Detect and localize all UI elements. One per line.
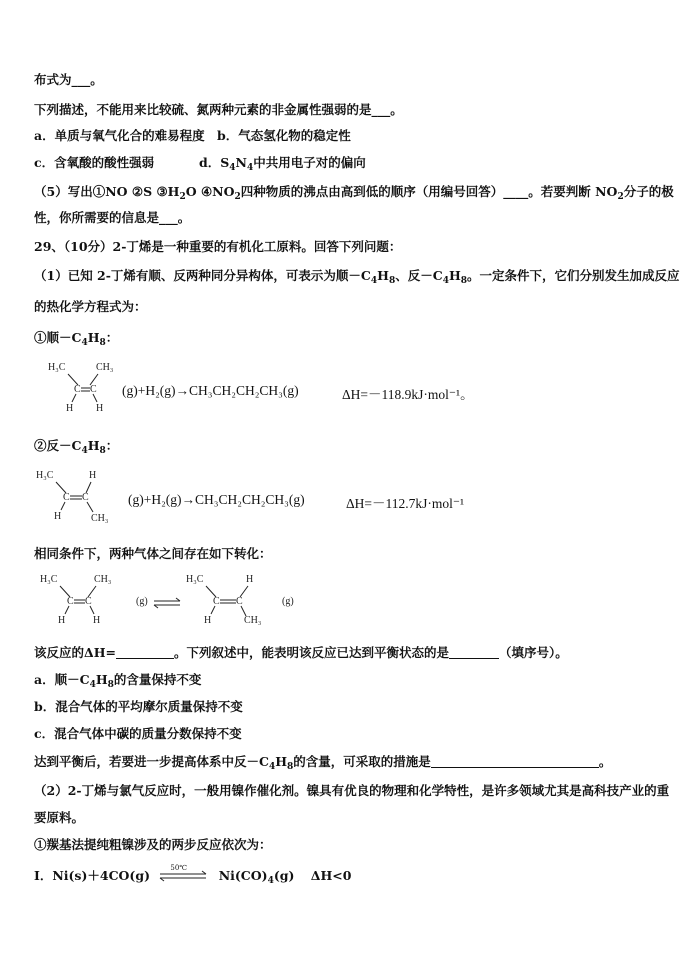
hydrogen-label: H xyxy=(54,511,62,522)
methyl-label: CH₃ xyxy=(244,615,262,626)
enthalpy-1: ΔH=－118.9kJ·mol⁻¹。 xyxy=(342,387,474,402)
equilibrium-label xyxy=(136,596,186,610)
option-line xyxy=(34,155,366,173)
equation-1: (g)+H₂(g)→CH₃CH₂CH₂CH₃(g) xyxy=(122,383,299,398)
carbon-label: C xyxy=(82,492,89,503)
methyl-label: H₃C xyxy=(40,574,58,585)
text-line: 性，你所需要的信息是___。 xyxy=(34,210,191,225)
carbon-label: C xyxy=(236,596,243,607)
methyl-label: H₃C xyxy=(48,362,66,373)
methyl-label: CH₃ xyxy=(94,574,112,585)
methyl-label: CH₃ xyxy=(96,362,114,373)
hydrogen-label: H xyxy=(89,470,97,481)
text-line: 布式为___。 xyxy=(34,72,103,87)
sub-heading-trans: ②反$-C_4H_8$： xyxy=(34,438,119,456)
reaction-condition: 50℃ xyxy=(154,868,214,884)
trans-butene-structure xyxy=(186,574,261,634)
text-line: 的热化学方程式为： xyxy=(34,299,147,314)
answer-blank[interactable] xyxy=(431,755,599,768)
hydrogen-label: H xyxy=(246,574,254,585)
text-line: （1）已知 2-丁烯有顺、反两种同分异构体，可表示为顺$-C_4H_8$、反$-C_4H_8$。一定条件下，它们分别发生加成反应 xyxy=(34,268,680,286)
option-c: c．混合气体中碳的质量分数保持不变 xyxy=(34,726,242,741)
cis-butene-structure xyxy=(40,574,110,629)
answer-blank[interactable] xyxy=(449,646,499,659)
sub-heading-cis: ①顺$-C_4H_8$： xyxy=(34,330,119,348)
equilibrium-arrow-icon xyxy=(154,868,214,884)
text-line: ①羰基法提纯粗镍涉及的两步反应依次为： xyxy=(34,837,272,852)
question-29-title: 29、（10分）2-丁烯是一种重要的有机化工原料。回答下列问题： xyxy=(34,239,402,254)
cis-butene-structure xyxy=(48,362,118,417)
option-b: b．混合气体的平均摩尔质量保持不变 xyxy=(34,699,243,714)
carbon-label: C xyxy=(74,384,81,395)
carbon-label: C xyxy=(213,596,220,607)
question-5: （5）写出①NO ②S $③H_2O$ $④NO_2$四种物质的沸点由高到低的顺序（用编号回答）____。若要判断 $NO_2$分子的极 xyxy=(34,184,674,202)
trans-butene-structure xyxy=(36,470,111,530)
equilibrium-arrow-icon xyxy=(136,596,186,610)
hydrogen-label: H xyxy=(58,615,66,626)
methyl-label: H₃C xyxy=(36,470,54,481)
hydrogen-label: H xyxy=(66,403,74,414)
hydrogen-label: H xyxy=(96,403,104,414)
equation-2: (g)+H₂(g)→CH₃CH₂CH₂CH₃(g) xyxy=(128,492,305,507)
option-c: c．含氧酸的酸性强弱 xyxy=(34,155,155,170)
carbon-label: C xyxy=(63,492,70,503)
hydrogen-label: H xyxy=(204,615,212,626)
enthalpy-2: ΔH=－112.7kJ·mol⁻¹ xyxy=(346,496,465,511)
carbon-label: C xyxy=(90,384,97,395)
text-line: 下列描述，不能用来比较硫、氮两种元素的非金属性强弱的是___。 xyxy=(34,102,403,117)
question-line: 该反应的ΔH= 。下列叙述中，能表明该反应已达到平衡状态的是 （填序号）。 xyxy=(34,645,568,660)
hydrogen-label: H xyxy=(93,615,101,626)
carbon-label: C xyxy=(85,596,92,607)
carbon-label: C xyxy=(67,596,74,607)
option-a: a．单质与氧气化合的难易程度 xyxy=(34,128,205,143)
option-b: b．气态氢化物的稳定性 xyxy=(216,128,351,143)
gas-state-label: (g) xyxy=(136,596,148,607)
methyl-label: H₃C xyxy=(186,574,204,585)
option-line xyxy=(34,128,351,144)
text-line: 要原料。 xyxy=(34,810,85,825)
reaction-i: Ⅰ．Ni(s)＋4CO(g) 50℃ $Ni(CO)_4(g)$ ΔH<0 xyxy=(34,864,352,886)
text-line: （2）2-丁烯与氯气反应时，一般用镍作催化剂。镍具有优良的物理和化学特性，是许多领域尤其是高科技产业的重 xyxy=(34,783,670,798)
answer-blank[interactable] xyxy=(116,646,174,659)
option-a: a．顺$-C_4H_8$的含量保持不变 xyxy=(34,672,202,690)
text-line: 相同条件下，两种气体之间存在如下转化： xyxy=(34,546,272,561)
gas-state-label: (g) xyxy=(282,596,294,607)
option-d: d．$S_4N_4$中共用电子对的偏向 xyxy=(199,155,366,173)
methyl-label: CH₃ xyxy=(91,513,109,524)
question-line: 达到平衡后，若要进一步提高体系中反$-C_4H_8$的含量，可采取的措施是 。 xyxy=(34,754,612,772)
